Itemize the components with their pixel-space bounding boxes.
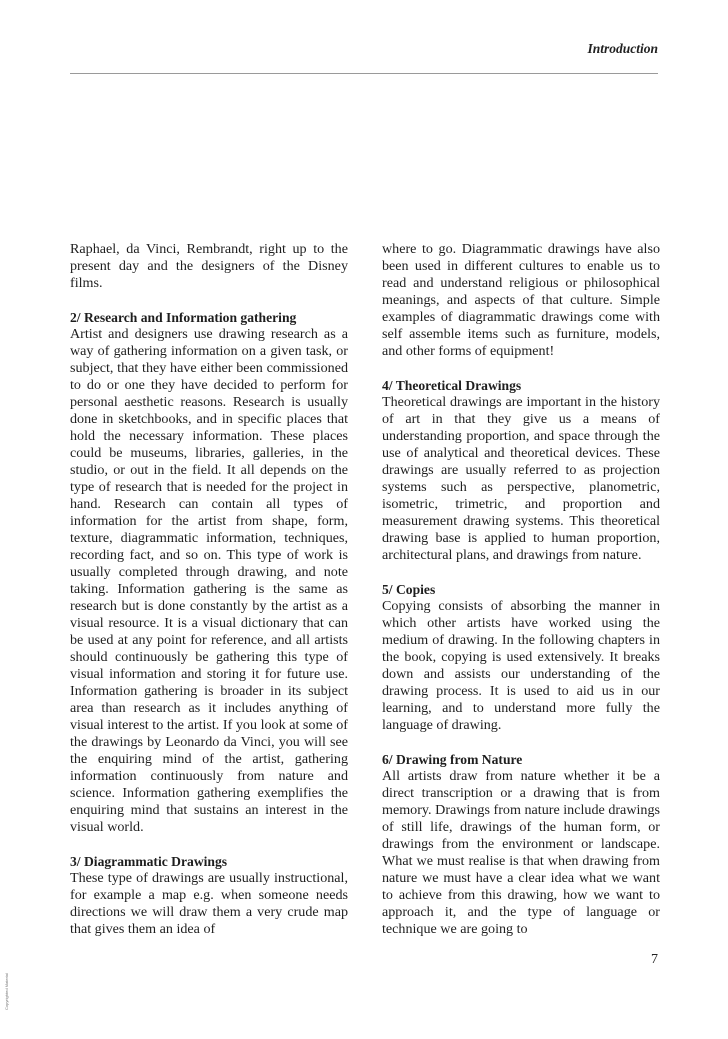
page-number: 7 xyxy=(651,952,658,967)
heading-research-information: 2/ Research and Information gathering xyxy=(70,310,297,325)
paragraph-continuation: Raphael, da Vinci, Rembrandt, right up to the present day and the designers of the Disney films. xyxy=(70,241,348,291)
paragraph-drawing-from-nature: All artists draw from nature whether it be a direct transcription or a drawing that is from memory. Drawings from nature include drawings of still life, drawings of the human form, or drawings from the environment or landscape. What we must realise is that when drawing from nature we must have a clear idea what we want to achieve from this drawing, how we want to approach it, and the type of language or technique we are going to xyxy=(382,768,660,937)
heading-drawing-from-nature: 6/ Drawing from Nature xyxy=(382,752,523,767)
header-rule xyxy=(70,73,658,74)
heading-copies: 5/ Copies xyxy=(382,582,436,597)
right-column xyxy=(382,241,660,938)
margin-credit: Copyrighted Material xyxy=(4,973,9,1010)
paragraph-diagrammatic-drawings: These type of drawings are usually instructional, for example a map e.g. when someone needs directions we will draw them a very crude map that gives them an idea of xyxy=(70,870,348,937)
header-title: Introduction xyxy=(587,41,658,56)
paragraph-theoretical-drawings: Theoretical drawings are important in the history of art in that they give us a means of understanding proportion, and space through the use of analytical and theoretical devices. These drawings are usually referred to as projection systems such as perspective, planometric, isometric, trimetric, and proportion and measurement drawing systems. This theoretical drawing base is applied to human proportion, architectural plans, and drawings from nature. xyxy=(382,394,660,563)
paragraph-research-information: Artist and designers use drawing research as a way of gathering information on a given task, or subject, that they have either been commissioned to do or one they have decided to perform for personal aesthetic reasons. Research is usually done in sketchbooks, and in specific places that hold the necessary information. These places could be museums, libraries, galleries, in the studio, or out in the field. It all depends on the type of research that is needed for the project in hand. Research can contain all types of information for the artist from shape, form, texture, diagrammatic information, techniques, recording fact, and so on. This type of work is usually completed through drawing, and note taking. Information gathering is the same as research but is done constantly by the artist as a visual resource. It is a visual dictionary that can be used at any point for reference, and all artists should continuously be gathering this type of visual information and storing it for future use. Information gathering is broader in its subject area than research as it includes anything of visual interest to the artist. If you look at some of the drawings by Leonardo da Vinci, you will see the enquiring mind of the artist, gathering information continuously from nature and science. Information gathering exemplifies the enquiring mind that sustains an interest in the visual world. xyxy=(70,326,348,835)
left-column xyxy=(70,241,348,938)
heading-diagrammatic-drawings: 3/ Diagrammatic Drawings xyxy=(70,854,228,869)
heading-theoretical-drawings: 4/ Theoretical Drawings xyxy=(382,378,522,393)
paragraph-copies: Copying consists of absorbing the manner in which other artists have worked using the medium of drawing. In the following chapters in the book, copying is used extensively. It breaks down and assists our understanding of the drawing process. It is used to aid us in our learning, and to understand more fully the language of drawing. xyxy=(382,598,660,733)
paragraph-diagrammatic-continued: where to go. Diagrammatic drawings have also been used in different cultures to enable us to read and understand religious or philosophical meanings, and aspects of that culture. Simple examples of diagrammatic drawings come with self assemble items such as furniture, models, and other forms of equipment! xyxy=(382,241,660,359)
